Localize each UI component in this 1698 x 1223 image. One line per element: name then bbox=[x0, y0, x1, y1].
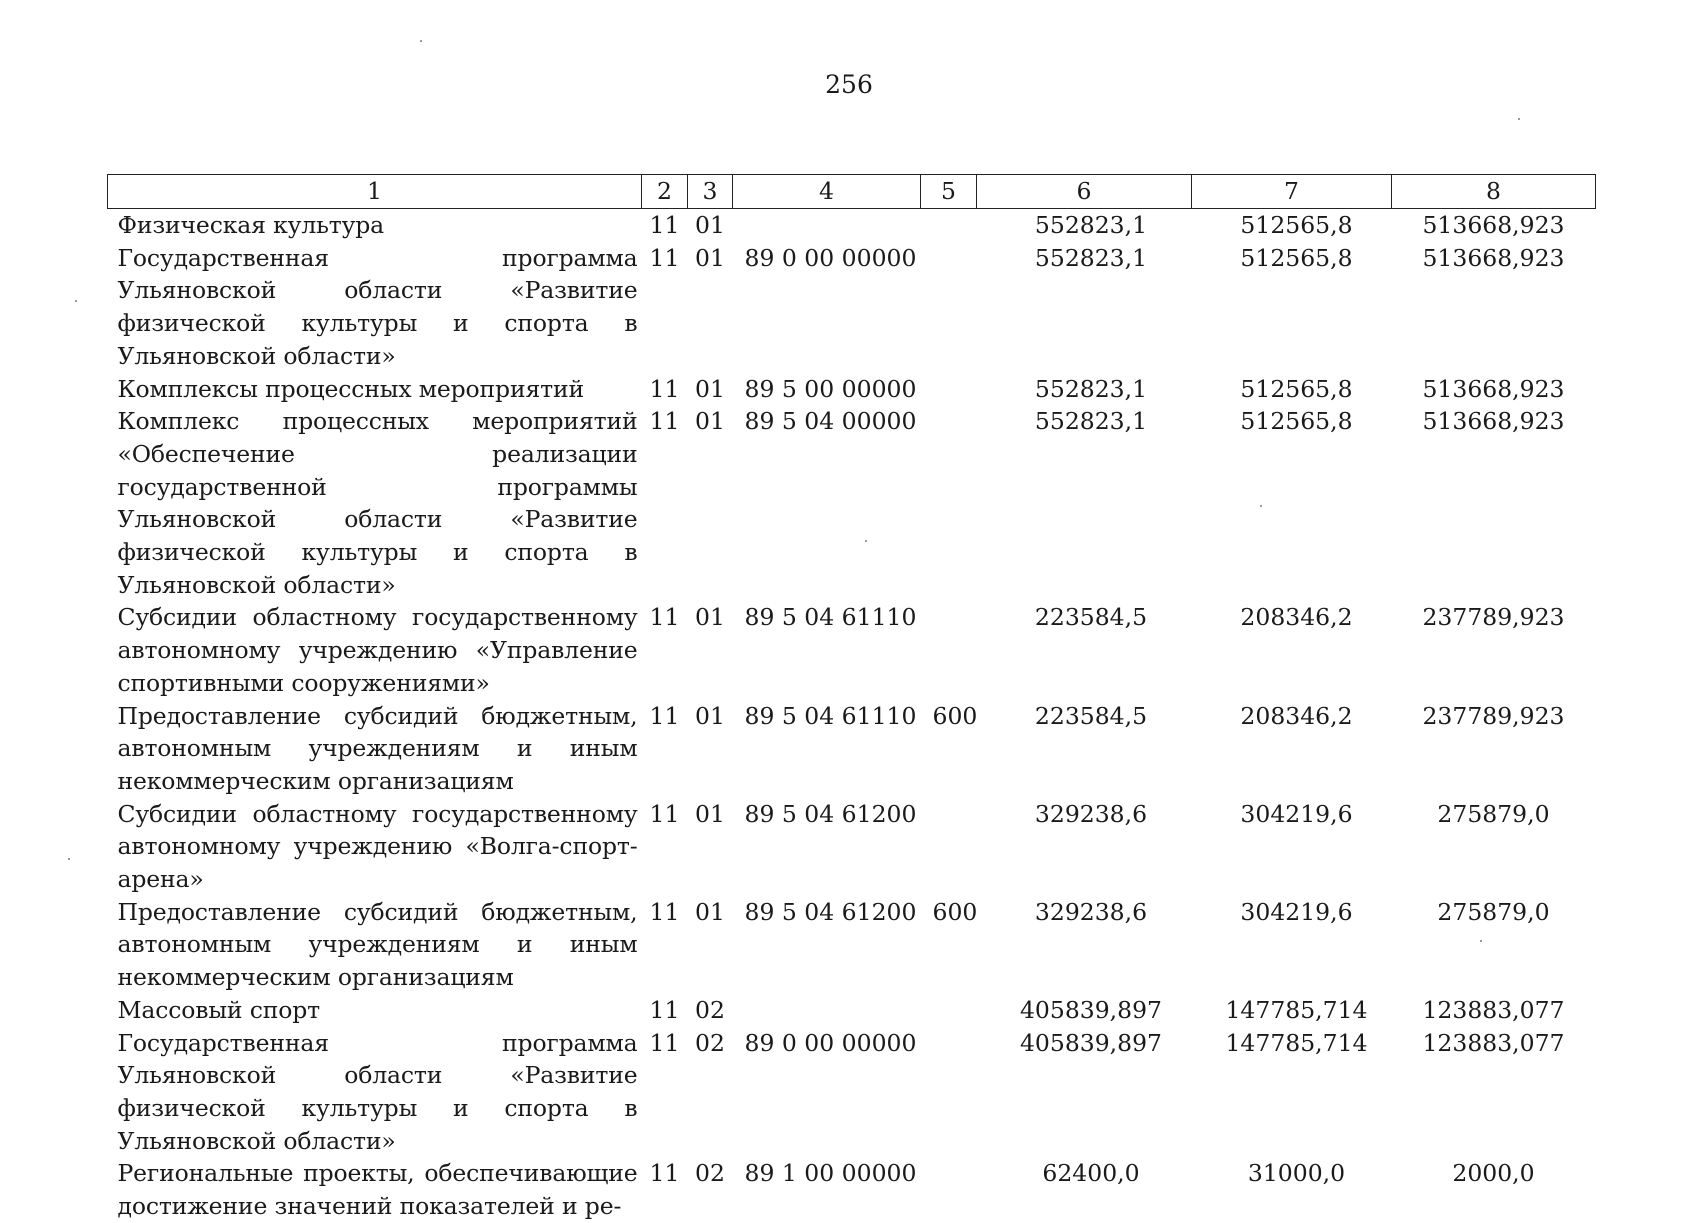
cell-name: Физическая культура bbox=[117, 211, 385, 239]
page-number: 256 bbox=[825, 70, 873, 99]
header-col-3: 3 bbox=[688, 175, 733, 209]
header-col-2: 2 bbox=[642, 175, 688, 209]
header-col-7: 7 bbox=[1192, 175, 1392, 209]
cell-subsection: 01 bbox=[695, 701, 725, 730]
cell-name: Комплекс процессных мероприятий «Обеспечение реализации государственной программы Ульяновской области «Развитие физической культуры и спорта в Ульяновской области» bbox=[117, 407, 638, 599]
cell-amount-col7: 31000,0 bbox=[1247, 1159, 1346, 1188]
cell-section: 11 bbox=[649, 701, 680, 730]
cell-amount-col7: 147785,714 bbox=[1225, 995, 1368, 1024]
scan-speck bbox=[1480, 940, 1482, 942]
cell-amount-col8: 275879,0 bbox=[1437, 897, 1550, 926]
cell-amount-col6: 552823,1 bbox=[1034, 211, 1148, 239]
table-row bbox=[108, 994, 1596, 1027]
scan-speck bbox=[420, 40, 422, 42]
cell-expense-type bbox=[921, 209, 977, 242]
cell-target-article: 89 0 00 00000 bbox=[744, 243, 917, 272]
cell-amount-col6: 552823,1 bbox=[1034, 243, 1148, 272]
cell-amount-col7: 304219,6 bbox=[1240, 799, 1353, 828]
cell-amount-col8: 513668,923 bbox=[1422, 243, 1565, 272]
cell-expense-type bbox=[921, 798, 977, 896]
cell-target-article: 89 5 04 61110 bbox=[744, 603, 917, 632]
cell-amount-col7: 512565,8 bbox=[1240, 407, 1353, 436]
cell-amount-col6: 329238,6 bbox=[1034, 897, 1148, 926]
cell-target-article: 89 5 00 00000 bbox=[744, 374, 917, 403]
header-col-1: 1 bbox=[108, 175, 642, 209]
cell-amount-col8: 123883,077 bbox=[1422, 1028, 1565, 1057]
table-row bbox=[108, 209, 1596, 242]
cell-amount-col6: 552823,1 bbox=[1034, 374, 1148, 403]
cell-subsection: 02 bbox=[695, 1028, 725, 1057]
budget-table-container bbox=[107, 174, 1595, 1223]
cell-subsection: 01 bbox=[695, 211, 725, 239]
cell-amount-col8: 2000,0 bbox=[1452, 1159, 1535, 1188]
scan-speck bbox=[75, 300, 77, 302]
cell-section: 11 bbox=[649, 1159, 680, 1188]
cell-expense-type bbox=[921, 242, 977, 373]
table-row bbox=[108, 601, 1596, 699]
cell-amount-col7: 208346,2 bbox=[1240, 701, 1353, 730]
cell-expense-type: 600 bbox=[932, 897, 978, 926]
cell-name: Предоставление субсидий бюджетным, автономным учреждениям и иным некоммерческим организациям bbox=[117, 701, 638, 795]
cell-expense-type bbox=[921, 994, 977, 1027]
budget-table bbox=[107, 174, 1596, 1223]
cell-target-article bbox=[733, 209, 921, 242]
cell-section: 11 bbox=[649, 374, 680, 403]
cell-amount-col8: 275879,0 bbox=[1437, 799, 1550, 828]
cell-amount-col8: 237789,923 bbox=[1422, 603, 1565, 632]
cell-target-article: 89 5 04 61200 bbox=[744, 897, 917, 926]
table-row bbox=[108, 373, 1596, 406]
cell-amount-col6: 552823,1 bbox=[1034, 407, 1148, 436]
cell-expense-type bbox=[921, 601, 977, 699]
cell-amount-col6: 405839,897 bbox=[1019, 1028, 1163, 1057]
cell-expense-type bbox=[921, 405, 977, 601]
cell-expense-type bbox=[921, 373, 977, 406]
cell-subsection: 01 bbox=[695, 603, 725, 632]
cell-amount-col7: 208346,2 bbox=[1240, 603, 1353, 632]
cell-amount-col8: 123883,077 bbox=[1422, 995, 1565, 1024]
cell-amount-col8: 513668,923 bbox=[1422, 407, 1565, 436]
table-row bbox=[108, 242, 1596, 373]
scan-speck bbox=[1260, 505, 1262, 507]
cell-target-article bbox=[733, 994, 921, 1027]
cell-subsection: 02 bbox=[695, 995, 725, 1024]
cell-subsection: 01 bbox=[695, 407, 725, 436]
cell-amount-col7: 147785,714 bbox=[1225, 1028, 1368, 1057]
scan-speck bbox=[68, 858, 70, 860]
cell-target-article: 89 0 00 00000 bbox=[744, 1028, 917, 1057]
header-col-6: 6 bbox=[977, 175, 1192, 209]
header-row bbox=[108, 175, 1596, 209]
scan-speck bbox=[865, 540, 867, 542]
table-row bbox=[108, 798, 1596, 896]
cell-section: 11 bbox=[649, 1028, 680, 1057]
table-row bbox=[108, 700, 1596, 798]
cell-name: Субсидии областному государственному автономному учреждению «Управление спортивными сооружениями» bbox=[117, 603, 638, 697]
cell-section: 11 bbox=[649, 407, 680, 436]
cell-amount-col6: 405839,897 bbox=[1019, 995, 1163, 1024]
table-row bbox=[108, 405, 1596, 601]
cell-amount-col7: 304219,6 bbox=[1240, 897, 1353, 926]
cell-amount-col7: 512565,8 bbox=[1240, 374, 1353, 403]
cell-name: Государственная программа Ульяновской области «Развитие физической культуры и спорта в Ульяновской области» bbox=[117, 1028, 638, 1155]
cell-expense-type: 600 bbox=[932, 701, 978, 730]
cell-amount-col8: 237789,923 bbox=[1422, 701, 1565, 730]
cell-amount-col6: 223584,5 bbox=[1034, 701, 1148, 730]
cell-amount-col6: 223584,5 bbox=[1034, 603, 1148, 632]
cell-section: 11 bbox=[649, 799, 680, 828]
header-col-8: 8 bbox=[1392, 175, 1596, 209]
cell-section: 11 bbox=[649, 897, 680, 926]
cell-name: Государственная программа Ульяновской области «Развитие физической культуры и спорта в Ульяновской области» bbox=[117, 243, 638, 370]
cell-target-article: 89 1 00 00000 bbox=[744, 1159, 917, 1188]
table-row bbox=[108, 1027, 1596, 1158]
cell-amount-col6: 329238,6 bbox=[1034, 799, 1148, 828]
cell-target-article: 89 5 04 61200 bbox=[744, 799, 917, 828]
cell-target-article: 89 5 04 61110 bbox=[744, 701, 917, 730]
header-col-5: 5 bbox=[921, 175, 977, 209]
cell-section: 11 bbox=[649, 995, 680, 1024]
cell-amount-col6: 62400,0 bbox=[1042, 1159, 1140, 1188]
cell-amount-col7: 512565,8 bbox=[1240, 243, 1353, 272]
cell-name: Комплексы процессных мероприятий bbox=[117, 374, 585, 403]
table-row bbox=[108, 896, 1596, 994]
cell-amount-col8: 513668,923 bbox=[1422, 211, 1565, 239]
cell-subsection: 01 bbox=[695, 374, 725, 403]
cell-target-article: 89 5 04 00000 bbox=[744, 407, 917, 436]
cell-amount-col8: 513668,923 bbox=[1422, 374, 1565, 403]
cell-section: 11 bbox=[649, 243, 680, 272]
cell-expense-type bbox=[921, 1027, 977, 1158]
cell-name: Предоставление субсидий бюджетным, автономным учреждениям и иным некоммерческим организациям bbox=[117, 897, 638, 992]
table-row bbox=[108, 1157, 1596, 1222]
scan-speck bbox=[1518, 118, 1520, 120]
cell-name: Региональные проекты, обеспечивающие достижение значений показателей и ре- bbox=[117, 1159, 638, 1221]
header-col-4: 4 bbox=[733, 175, 921, 209]
cell-amount-col7: 512565,8 bbox=[1240, 211, 1353, 239]
cell-section: 11 bbox=[649, 603, 680, 632]
cell-name: Массовый спорт bbox=[117, 995, 321, 1024]
cell-name: Субсидии областному государственному автономному учреждению «Волга-спорт-арена» bbox=[117, 799, 638, 894]
cell-subsection: 01 bbox=[695, 243, 725, 272]
cell-subsection: 01 bbox=[695, 897, 725, 926]
cell-subsection: 02 bbox=[695, 1159, 725, 1188]
cell-subsection: 01 bbox=[695, 799, 725, 828]
cell-section: 11 bbox=[649, 211, 680, 239]
cell-expense-type bbox=[921, 1157, 977, 1222]
